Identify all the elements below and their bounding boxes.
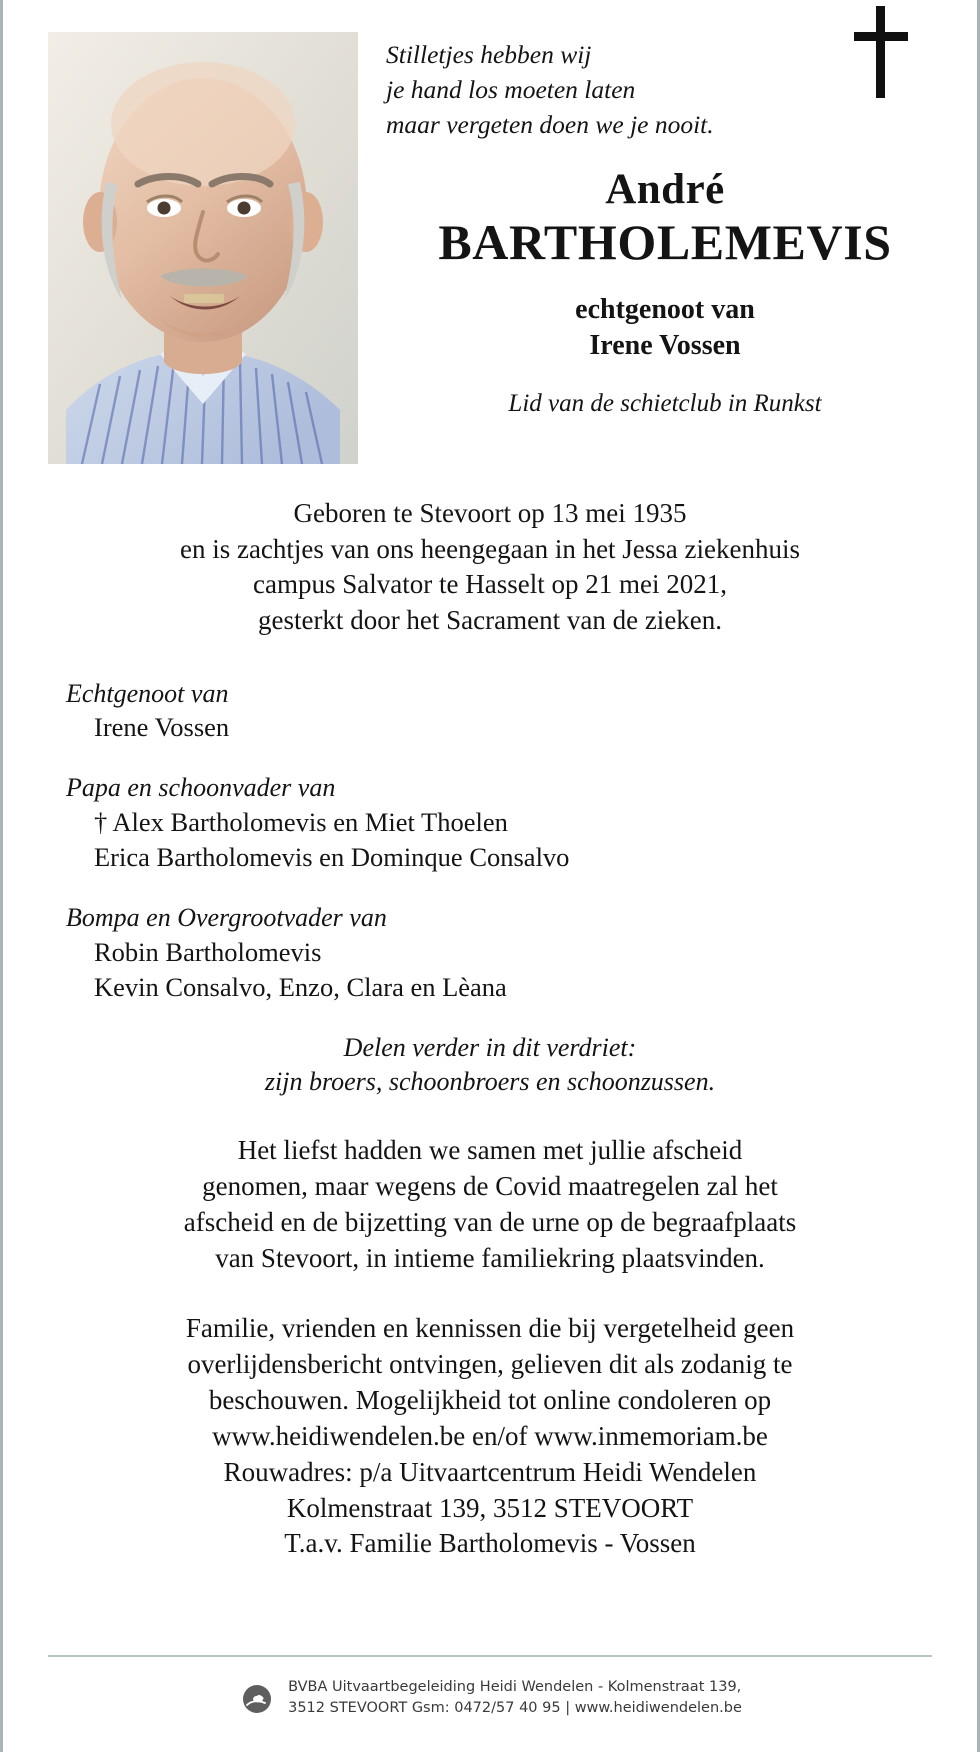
first-name: André	[605, 165, 725, 213]
header-section	[10, 0, 970, 470]
birth-death-block	[20, 496, 960, 639]
paragraph-line: beschouwen. Mogelijkheid tot online condoleren op	[208, 1384, 772, 1415]
relation-name: Kevin Consalvo, Enzo, Clara en Lèana	[94, 971, 507, 1002]
relation-heading: Bompa en Overgrootvader van	[66, 903, 387, 932]
relation-group	[66, 677, 960, 746]
relation-name: † Alex Bartholomevis en Miet Thoelen	[94, 807, 508, 838]
spouse-label: echtgenoot van	[575, 293, 755, 325]
left-border-rule	[0, 0, 3, 1752]
paragraph-line: afscheid en de bijzetting van de urne op de begraafplaats	[183, 1207, 797, 1238]
portrait-photo	[48, 32, 358, 464]
birth-death-line: campus Salvator te Hasselt op 21 mei 2021,	[253, 569, 727, 600]
paragraph-line: van Stevoort, in intieme familiekring plaatsvinden.	[215, 1243, 765, 1274]
birth-death-line: gesterkt door het Sacrament van de zieken.	[257, 604, 723, 635]
relations-list	[20, 677, 960, 1005]
paragraph-line: Familie, vrienden en kennissen die bij vergetelheid geen	[185, 1312, 795, 1343]
covid-notice-paragraph	[20, 1133, 960, 1277]
condolence-notice-paragraph	[20, 1311, 960, 1562]
footer-section	[20, 1647, 960, 1752]
sharing-block	[20, 1031, 960, 1100]
funeral-home-logo-icon	[238, 1678, 276, 1716]
footer-line: BVBA Uitvaartbegeleiding Heidi Wendelen - Kolmenstraat 139,	[288, 1679, 742, 1695]
footer-company-info	[288, 1677, 742, 1718]
body-section	[20, 470, 960, 1647]
paragraph-line: genomen, maar wegens de Covid maatregelen zal het	[202, 1171, 778, 1202]
relation-heading: Echtgenoot van	[66, 678, 229, 708]
affiliation-line: Lid van de schietclub in Runkst	[508, 389, 822, 417]
relation-group	[66, 901, 960, 1005]
verse-line: je hand los moeten laten	[386, 74, 636, 104]
verse-line: Stilletjes hebben wij	[386, 40, 592, 69]
footer-divider	[48, 1655, 932, 1657]
relation-name: Robin Bartholomevis	[94, 936, 322, 967]
sharing-line: Delen verder in dit verdriet:	[343, 1032, 637, 1062]
birth-death-line: Geboren te Stevoort op 13 mei 1935	[293, 498, 687, 528]
paragraph-line: Rouwadres: p/a Uitvaartcentrum Heidi Wendelen	[223, 1456, 757, 1487]
paragraph-line: T.a.v. Familie Bartholomevis - Vossen	[284, 1528, 696, 1559]
relation-name: Irene Vossen	[94, 712, 230, 743]
verse-line: maar vergeten doen we je nooit.	[386, 109, 714, 139]
sharing-line: zijn broers, schoonbroers en schoonzussen.	[264, 1067, 716, 1097]
spouse-name: Irene Vossen	[589, 329, 741, 361]
relation-heading: Papa en schoonvader van	[66, 773, 336, 803]
paragraph-line: overlijdensbericht ontvingen, gelieven dit als zodanig te	[187, 1348, 793, 1379]
last-name: BARTHOLEMEVIS	[438, 213, 892, 270]
footer-line: 3512 STEVOORT Gsm: 0472/57 40 95 | www.heidiwendelen.be	[288, 1699, 742, 1716]
paragraph-line: Kolmenstraat 139, 3512 STEVOORT	[286, 1492, 694, 1523]
paragraph-line: www.heidiwendelen.be en/of www.inmemoriam.be	[212, 1420, 768, 1451]
memorial-verse	[370, 38, 960, 143]
birth-death-line: en is zachtjes van ons heengegaan in het Jessa ziekenhuis	[179, 533, 801, 564]
relation-name: Erica Bartholomevis en Dominque Consalvo	[94, 842, 570, 873]
paragraph-line: Het liefst hadden we samen met jullie afscheid	[237, 1135, 743, 1166]
relation-group	[66, 771, 960, 875]
